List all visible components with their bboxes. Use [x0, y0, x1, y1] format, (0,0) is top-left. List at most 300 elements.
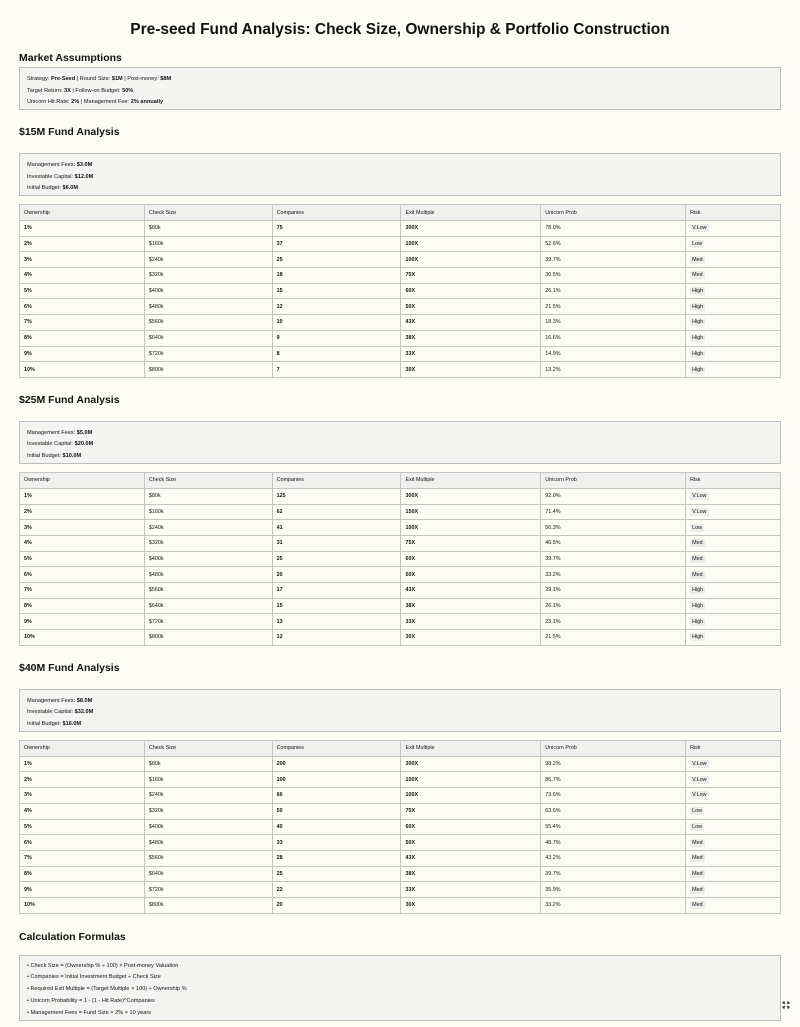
- risk-cell: [686, 299, 781, 315]
- table-cell: 4%: [20, 803, 145, 819]
- table-cell: 9%: [20, 346, 145, 362]
- table-row: [20, 252, 781, 268]
- table-cell: 30X: [401, 362, 541, 378]
- table-cell: $160k: [144, 504, 272, 520]
- table-cell: 8%: [20, 598, 145, 614]
- strategy-label: Strategy:: [27, 76, 50, 82]
- table-cell: $560k: [144, 850, 272, 866]
- risk-cell: [686, 362, 781, 378]
- table-cell: 78.0%: [541, 221, 686, 237]
- table-cell: 30X: [401, 897, 541, 913]
- table-cell: $480k: [144, 835, 272, 851]
- column-header: Unicorn Prob: [541, 740, 686, 756]
- expand-icon[interactable]: [782, 1001, 790, 1011]
- fund-fees-box: [19, 421, 781, 464]
- table-cell: 43X: [401, 315, 541, 331]
- table-cell: 46.5%: [541, 535, 686, 551]
- table-cell: $320k: [144, 803, 272, 819]
- column-header: Exit Multiple: [401, 472, 541, 488]
- table-cell: 31: [272, 535, 401, 551]
- risk-badge: V.Low: [692, 776, 707, 783]
- table-cell: 15: [272, 283, 401, 299]
- management-fees-value: $8.0M: [76, 697, 93, 704]
- column-header: Exit Multiple: [401, 740, 541, 756]
- table-cell: 25: [272, 551, 401, 567]
- table-cell: 2%: [20, 772, 145, 788]
- risk-badge: Med: [692, 886, 703, 893]
- table-row: [20, 819, 781, 835]
- round-size-label: Round Size:: [79, 76, 111, 82]
- table-cell: 39.7%: [541, 551, 686, 567]
- assumptions-line-3: Unicorn Hit Rate: 2% | Management Fee: 2% annually: [27, 99, 164, 105]
- table-cell: 9: [272, 330, 401, 346]
- risk-cell: [686, 897, 781, 913]
- table-cell: 20: [272, 567, 401, 583]
- risk-cell: [686, 835, 781, 851]
- table-cell: $160k: [144, 772, 272, 788]
- table-cell: 75X: [401, 535, 541, 551]
- table-cell: 50X: [401, 299, 541, 315]
- table-cell: 300X: [401, 488, 541, 504]
- risk-badge: Med: [692, 555, 703, 562]
- fund-fees-box: [19, 153, 781, 196]
- table-cell: 43X: [401, 850, 541, 866]
- risk-badge: V.Low: [692, 225, 707, 232]
- table-cell: 5%: [20, 283, 145, 299]
- table-row: [20, 362, 781, 378]
- table-cell: 17: [272, 583, 401, 599]
- table-row: [20, 897, 781, 913]
- table-cell: 100X: [401, 252, 541, 268]
- column-header: Check Size: [144, 472, 272, 488]
- management-fee-label: Management Fee:: [83, 99, 130, 105]
- table-cell: 25: [272, 252, 401, 268]
- market-assumptions-box: [19, 67, 781, 110]
- table-cell: 3%: [20, 252, 145, 268]
- initial-budget-label: Initial Budget:: [27, 720, 61, 727]
- table-cell: $80k: [144, 488, 272, 504]
- table-row: [20, 614, 781, 630]
- risk-cell: [686, 346, 781, 362]
- post-money-label: Post-money:: [127, 76, 159, 82]
- risk-cell: [686, 268, 781, 284]
- initial-budget-line: [27, 183, 773, 195]
- table-cell: 63.6%: [541, 803, 686, 819]
- investable-capital-line: [27, 172, 773, 184]
- table-row: [20, 772, 781, 788]
- fund-table: [19, 472, 781, 646]
- management-fees-label: Management Fees:: [27, 429, 76, 436]
- table-row: [20, 598, 781, 614]
- risk-badge: Med: [692, 839, 703, 846]
- table-cell: 13: [272, 614, 401, 630]
- table-cell: $480k: [144, 567, 272, 583]
- table-cell: 6%: [20, 567, 145, 583]
- table-cell: $400k: [144, 819, 272, 835]
- table-cell: $720k: [144, 882, 272, 898]
- table-cell: 30.5%: [541, 268, 686, 284]
- risk-badge: Med: [692, 571, 703, 578]
- column-header: Risk: [686, 472, 781, 488]
- table-cell: 41: [272, 520, 401, 536]
- initial-budget-line: [27, 719, 773, 731]
- table-cell: 39.7%: [541, 866, 686, 882]
- fund-heading: $15M Fund Analysis: [19, 126, 120, 138]
- table-row: [20, 221, 781, 237]
- column-header: Unicorn Prob: [541, 472, 686, 488]
- table-cell: 300X: [401, 756, 541, 772]
- table-row: [20, 882, 781, 898]
- table-cell: 52.6%: [541, 236, 686, 252]
- table-cell: $560k: [144, 583, 272, 599]
- strategy-value: Pre-Seed: [50, 76, 76, 82]
- table-cell: 2%: [20, 504, 145, 520]
- table-row: [20, 299, 781, 315]
- table-row: [20, 756, 781, 772]
- formula-item: • Unicorn Probability = 1 - (1 - Hit Rate)^Companies: [27, 998, 155, 1005]
- risk-cell: [686, 488, 781, 504]
- investable-capital-line: [27, 707, 773, 719]
- table-cell: 8: [272, 346, 401, 362]
- risk-cell: [686, 504, 781, 520]
- table-cell: 38X: [401, 598, 541, 614]
- table-cell: 60X: [401, 819, 541, 835]
- risk-badge: High: [692, 350, 704, 357]
- table-cell: 92.0%: [541, 488, 686, 504]
- table-cell: 3%: [20, 520, 145, 536]
- table-cell: $240k: [144, 788, 272, 804]
- table-cell: 200: [272, 756, 401, 772]
- table-row: [20, 551, 781, 567]
- table-cell: $640k: [144, 866, 272, 882]
- table-cell: 4%: [20, 268, 145, 284]
- column-header: Check Size: [144, 205, 272, 221]
- risk-cell: [686, 630, 781, 646]
- target-return-label: Target Return:: [27, 87, 63, 94]
- table-cell: 1%: [20, 221, 145, 237]
- table-cell: $400k: [144, 283, 272, 299]
- table-cell: 38X: [401, 866, 541, 882]
- assumptions-line-2: Target Return: 3X | Follow-on Budget: 50%: [27, 87, 134, 94]
- table-cell: 9%: [20, 614, 145, 630]
- round-size-value: $1M: [111, 76, 123, 82]
- column-header: Ownership: [20, 205, 145, 221]
- table-row: [20, 504, 781, 520]
- risk-cell: [686, 756, 781, 772]
- table-cell: 43.2%: [541, 850, 686, 866]
- management-fees-label: Management Fees:: [27, 697, 76, 704]
- table-cell: 300X: [401, 221, 541, 237]
- table-cell: 13.2%: [541, 362, 686, 378]
- table-cell: $720k: [144, 614, 272, 630]
- table-header-row: [20, 472, 781, 488]
- table-row: [20, 488, 781, 504]
- table-cell: $320k: [144, 268, 272, 284]
- table-cell: 86.7%: [541, 772, 686, 788]
- investable-capital-label: Investable Capital:: [27, 709, 74, 716]
- table-cell: 150X: [401, 236, 541, 252]
- risk-badge: Low: [692, 241, 702, 248]
- table-cell: 8%: [20, 330, 145, 346]
- table-cell: 33.2%: [541, 567, 686, 583]
- table-cell: 40: [272, 819, 401, 835]
- risk-badge: High: [692, 634, 704, 641]
- risk-cell: [686, 236, 781, 252]
- table-cell: 4%: [20, 535, 145, 551]
- table-cell: $640k: [144, 598, 272, 614]
- table-cell: 3%: [20, 788, 145, 804]
- table-cell: 33.2%: [541, 897, 686, 913]
- risk-cell: [686, 803, 781, 819]
- risk-badge: Med: [692, 540, 703, 547]
- management-fees-line: [27, 160, 773, 172]
- table-cell: 21.5%: [541, 299, 686, 315]
- table-cell: 26.1%: [541, 283, 686, 299]
- table-row: [20, 583, 781, 599]
- risk-badge: V.Low: [692, 508, 707, 515]
- investable-capital-value: $32.0M: [74, 709, 94, 716]
- column-header: Ownership: [20, 472, 145, 488]
- table-cell: 16.6%: [541, 330, 686, 346]
- risk-badge: Low: [692, 524, 702, 531]
- table-cell: 20: [272, 897, 401, 913]
- risk-cell: [686, 315, 781, 331]
- unicorn-hit-rate-value: 2%: [71, 99, 80, 105]
- table-cell: 38X: [401, 330, 541, 346]
- management-fees-line: [27, 696, 773, 708]
- table-cell: 18: [272, 268, 401, 284]
- table-cell: $800k: [144, 630, 272, 646]
- risk-badge: High: [692, 618, 704, 625]
- risk-cell: [686, 788, 781, 804]
- table-cell: $160k: [144, 236, 272, 252]
- page-title: Pre-seed Fund Analysis: Check Size, Ownership & Portfolio Construction: [130, 21, 670, 38]
- table-cell: 25: [272, 866, 401, 882]
- table-cell: 10%: [20, 897, 145, 913]
- risk-cell: [686, 221, 781, 237]
- risk-badge: High: [692, 319, 704, 326]
- table-row: [20, 236, 781, 252]
- risk-cell: [686, 283, 781, 299]
- table-cell: 125: [272, 488, 401, 504]
- fund-table: [19, 204, 781, 378]
- table-cell: 60X: [401, 551, 541, 567]
- table-cell: 55.4%: [541, 819, 686, 835]
- column-header: Companies: [272, 472, 401, 488]
- table-cell: 6%: [20, 299, 145, 315]
- table-cell: 50X: [401, 567, 541, 583]
- risk-cell: [686, 535, 781, 551]
- risk-badge: High: [692, 303, 704, 310]
- column-header: Companies: [272, 205, 401, 221]
- table-cell: $720k: [144, 346, 272, 362]
- table-cell: 1%: [20, 488, 145, 504]
- table-cell: 66: [272, 788, 401, 804]
- table-cell: 9%: [20, 882, 145, 898]
- risk-cell: [686, 614, 781, 630]
- table-cell: $800k: [144, 897, 272, 913]
- column-header: Risk: [686, 740, 781, 756]
- risk-badge: High: [692, 366, 704, 373]
- initial-budget-value: $10.0M: [62, 452, 82, 459]
- initial-budget-label: Initial Budget:: [27, 185, 61, 191]
- risk-cell: [686, 850, 781, 866]
- assumptions-line-1: Strategy: Pre-Seed | Round Size: $1M | Post-money: $8M: [27, 76, 172, 82]
- table-row: [20, 567, 781, 583]
- risk-cell: [686, 866, 781, 882]
- formulas-box: [19, 955, 781, 1021]
- risk-cell: [686, 567, 781, 583]
- table-cell: 7: [272, 362, 401, 378]
- management-fee-value: 2% annually: [130, 99, 164, 105]
- table-cell: 48.7%: [541, 835, 686, 851]
- table-cell: 33X: [401, 882, 541, 898]
- column-header: Unicorn Prob: [541, 205, 686, 221]
- table-row: [20, 535, 781, 551]
- unicorn-hit-rate-label: Unicorn Hit Rate:: [27, 99, 70, 105]
- table-row: [20, 835, 781, 851]
- formulas-heading: Calculation Formulas: [19, 930, 126, 943]
- table-cell: 12: [272, 299, 401, 315]
- risk-badge: Low: [692, 808, 702, 815]
- table-cell: 98.2%: [541, 756, 686, 772]
- table-cell: 50: [272, 803, 401, 819]
- risk-badge: High: [692, 587, 704, 594]
- table-cell: 56.3%: [541, 520, 686, 536]
- risk-badge: Med: [692, 256, 703, 263]
- investable-capital-label: Investable Capital:: [27, 173, 74, 180]
- table-cell: 26.1%: [541, 598, 686, 614]
- table-cell: 30X: [401, 630, 541, 646]
- risk-badge: High: [692, 603, 704, 610]
- table-cell: 10: [272, 315, 401, 331]
- table-cell: $240k: [144, 252, 272, 268]
- risk-badge: Low: [692, 823, 702, 830]
- investable-capital-line: [27, 439, 773, 451]
- table-cell: $240k: [144, 520, 272, 536]
- table-header-row: [20, 205, 781, 221]
- initial-budget-label: Initial Budget:: [27, 452, 61, 459]
- risk-cell: [686, 330, 781, 346]
- table-header-row: [20, 740, 781, 756]
- table-cell: 21.5%: [541, 630, 686, 646]
- table-cell: $640k: [144, 330, 272, 346]
- table-cell: 5%: [20, 819, 145, 835]
- column-header: Ownership: [20, 740, 145, 756]
- table-cell: 7%: [20, 315, 145, 331]
- risk-cell: [686, 819, 781, 835]
- table-cell: 14.9%: [541, 346, 686, 362]
- column-header: Risk: [686, 205, 781, 221]
- risk-badge: Med: [692, 902, 703, 909]
- risk-cell: [686, 252, 781, 268]
- table-cell: 35.9%: [541, 882, 686, 898]
- table-cell: 7%: [20, 850, 145, 866]
- table-row: [20, 520, 781, 536]
- table-cell: 37: [272, 236, 401, 252]
- table-cell: 75X: [401, 268, 541, 284]
- table-cell: 18.3%: [541, 315, 686, 331]
- investable-capital-value: $20.0M: [74, 441, 94, 448]
- table-row: [20, 283, 781, 299]
- table-cell: 10%: [20, 630, 145, 646]
- risk-badge: V.Low: [692, 761, 707, 768]
- table-cell: 150X: [401, 772, 541, 788]
- table-row: [20, 788, 781, 804]
- management-fees-label: Management Fees:: [27, 162, 76, 168]
- table-cell: $800k: [144, 362, 272, 378]
- management-fees-value: $5.0M: [76, 429, 93, 436]
- formula-item: • Management Fees = Fund Size × 2% × 10 years: [27, 1009, 152, 1016]
- table-row: [20, 315, 781, 331]
- table-cell: 33X: [401, 614, 541, 630]
- initial-budget-value: $16.0M: [62, 720, 82, 727]
- risk-badge: High: [692, 335, 704, 342]
- table-cell: 8%: [20, 866, 145, 882]
- formula-item: • Required Exit Multiple = (Target Multiple × 100) ÷ Ownership %: [27, 986, 187, 993]
- management-fees-line: [27, 428, 773, 440]
- table-cell: 60X: [401, 283, 541, 299]
- table-cell: 71.4%: [541, 504, 686, 520]
- table-cell: 33X: [401, 346, 541, 362]
- table-cell: 62: [272, 504, 401, 520]
- table-cell: 5%: [20, 551, 145, 567]
- risk-badge: V.Low: [692, 493, 707, 500]
- table-cell: 33: [272, 835, 401, 851]
- table-cell: 100: [272, 772, 401, 788]
- risk-cell: [686, 520, 781, 536]
- column-header: Check Size: [144, 740, 272, 756]
- investable-capital-label: Investable Capital:: [27, 441, 74, 448]
- table-row: [20, 850, 781, 866]
- table-cell: 75: [272, 221, 401, 237]
- table-cell: 39.7%: [541, 252, 686, 268]
- market-assumptions-heading: Market Assumptions: [19, 52, 122, 64]
- table-cell: 2%: [20, 236, 145, 252]
- risk-cell: [686, 882, 781, 898]
- table-cell: $320k: [144, 535, 272, 551]
- table-cell: 1%: [20, 756, 145, 772]
- fund-heading: $40M Fund Analysis: [19, 661, 120, 674]
- initial-budget-line: [27, 451, 773, 463]
- table-cell: 150X: [401, 504, 541, 520]
- risk-badge: Med: [692, 855, 703, 862]
- risk-cell: [686, 772, 781, 788]
- table-cell: 6%: [20, 835, 145, 851]
- table-cell: 23.1%: [541, 614, 686, 630]
- funds-container: [19, 110, 781, 914]
- column-header: Companies: [272, 740, 401, 756]
- risk-badge: Med: [692, 272, 703, 279]
- risk-cell: [686, 583, 781, 599]
- post-money-value: $8M: [160, 76, 172, 82]
- fund-heading: $25M Fund Analysis: [19, 393, 120, 406]
- table-cell: 10%: [20, 362, 145, 378]
- table-cell: 28: [272, 850, 401, 866]
- table-cell: 75X: [401, 803, 541, 819]
- target-return-value: 3X: [64, 87, 71, 94]
- risk-badge: Med: [692, 870, 703, 877]
- table-cell: 100X: [401, 788, 541, 804]
- table-cell: 15: [272, 598, 401, 614]
- investable-capital-value: $12.0M: [74, 173, 94, 180]
- column-header: Exit Multiple: [401, 205, 541, 221]
- risk-cell: [686, 598, 781, 614]
- table-row: [20, 866, 781, 882]
- table-row: [20, 803, 781, 819]
- risk-cell: [686, 551, 781, 567]
- formula-item: • Check Size = (Ownership % ÷ 100) × Post-money Valuation: [27, 962, 179, 969]
